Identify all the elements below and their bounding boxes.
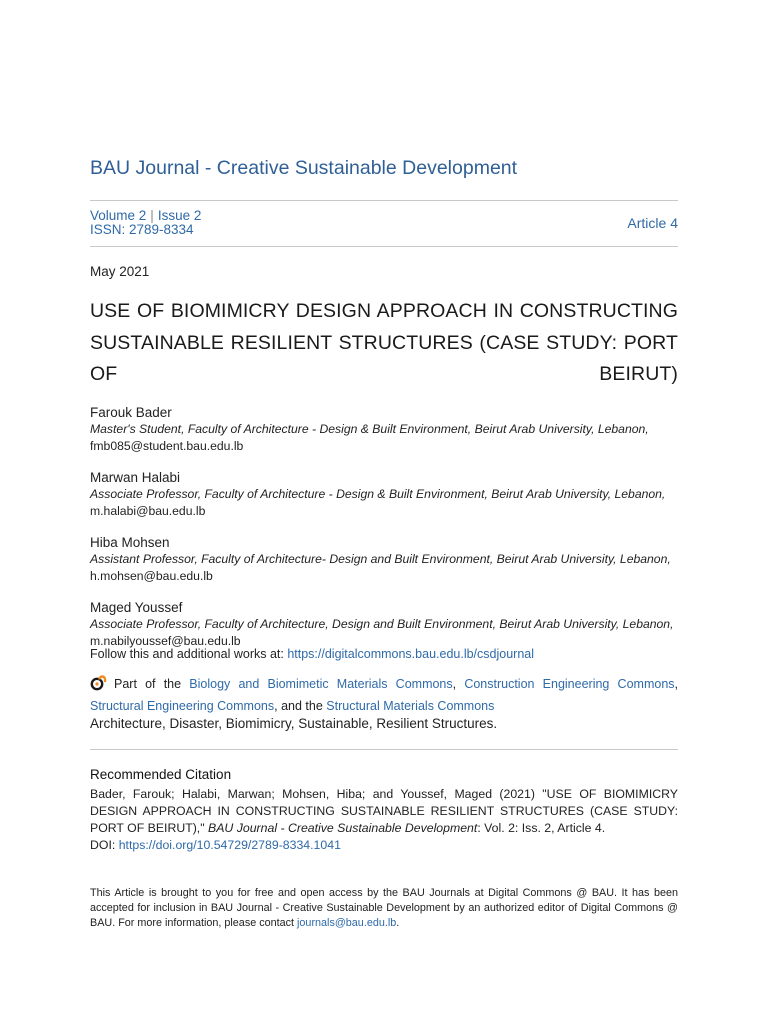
citation-divider — [90, 749, 678, 750]
author-block — [90, 599, 678, 649]
follow-line: Follow this and additional works at: https://digitalcommons.bau.edu.lb/csdjournal — [90, 647, 534, 661]
author-email: m.halabi@bau.edu.lb — [90, 503, 206, 518]
volume-separator: | — [150, 208, 154, 223]
open-access-icon — [90, 673, 108, 691]
author-block — [90, 404, 678, 454]
keywords: Architecture, Disaster, Biomimicry, Sustainable, Resilient Structures. — [90, 716, 498, 731]
volume-link[interactable]: Volume 2 — [90, 208, 147, 223]
header-divider — [90, 246, 678, 247]
journal-title-link[interactable]: BAU Journal - Creative Sustainable Development — [90, 157, 518, 179]
author-name: Marwan Halabi — [90, 470, 181, 485]
author-affiliation: Associate Professor, Faculty of Architecture - Design & Built Environment, Beirut Arab University, Lebanon, m.halabi@bau.edu.lb — [90, 487, 666, 518]
volume-issue-block — [90, 209, 201, 237]
doi-link[interactable]: https://doi.org/10.54729/2789-8334.1041 — [118, 838, 341, 852]
author-name: Farouk Bader — [90, 405, 172, 420]
biology-biomimetic-commons-link[interactable]: Biology and Biomimetic Materials Commons — [189, 677, 453, 691]
collection-link[interactable]: https://digitalcommons.bau.edu.lb/csdjournal — [287, 647, 534, 661]
doi-line: DOI: https://doi.org/10.54729/2789-8334.1041 — [90, 838, 341, 852]
issn: ISSN: 2789-8334 — [90, 222, 194, 237]
author-email: fmb085@student.bau.edu.lb — [90, 438, 244, 453]
contact-email-link[interactable]: journals@bau.edu.lb — [297, 917, 397, 929]
article-number-link[interactable]: Article 4 — [627, 215, 678, 231]
citation-journal: BAU Journal - Creative Sustainable Development — [208, 821, 478, 836]
structural-materials-commons-link[interactable]: Structural Materials Commons — [326, 698, 495, 713]
author-block — [90, 534, 678, 584]
top-divider — [90, 200, 678, 201]
author-affiliation: Associate Professor, Faculty of Architecture, Design and Built Environment, Beirut Arab University, Lebanon, m.nabilyoussef@bau.edu.lb — [90, 617, 674, 648]
access-statement: This Article is brought to you for free and open access by the BAU Journals at Digital Commons @ BAU. It has been accepted for inclusion in BAU Journal - Creative Sustainable Development by an authorized editor of Digital Commons @ BAU. For more information, please contact journals@bau.edu.lb. — [90, 887, 678, 929]
article-title: USE OF BIOMIMICRY DESIGN APPROACH IN CONSTRUCTING SUSTAINABLE RESILIENT STRUCTURES (CASE STUDY: PORT OF BEIRUT) — [90, 300, 678, 385]
author-email: h.mohsen@bau.edu.lb — [90, 568, 213, 583]
issue-link[interactable]: Issue 2 — [157, 208, 202, 223]
construction-engineering-commons-link[interactable]: Construction Engineering Commons — [464, 677, 675, 691]
author-email: m.nabilyoussef@bau.edu.lb — [90, 633, 241, 648]
part-of-block: Part of the Biology and Biomimetic Materials Commons, Construction Engineering Commons, Structural Engineering Commons, and the Structural Materials Commons — [90, 673, 678, 717]
author-affiliation: Assistant Professor, Faculty of Architecture- Design and Built Environment, Beirut Arab University, Lebanon, h.mohsen@bau.edu.lb — [90, 552, 671, 583]
author-block — [90, 469, 678, 519]
publication-date: May 2021 — [90, 264, 150, 279]
recommended-citation-heading: Recommended Citation — [90, 767, 232, 782]
author-affiliation: Master's Student, Faculty of Architecture - Design & Built Environment, Beirut Arab University, Lebanon, fmb085@student.bau.edu.lb — [90, 422, 649, 453]
citation-text: Bader, Farouk; Halabi, Marwan; Mohsen, Hiba; and Youssef, Maged (2021) "USE OF BIOMIMICRY DESIGN APPROACH IN CONSTRUCTING SUSTAINABLE RESILIENT STRUCTURES (CASE STUDY: PORT OF BEIRUT)," BAU Journal - Creative Sustainable Development: Vol. 2: Iss. 2, Article 4. — [90, 787, 678, 836]
author-name: Maged Youssef — [90, 600, 183, 615]
author-name: Hiba Mohsen — [90, 535, 170, 550]
structural-engineering-commons-link[interactable]: Structural Engineering Commons — [90, 698, 275, 713]
